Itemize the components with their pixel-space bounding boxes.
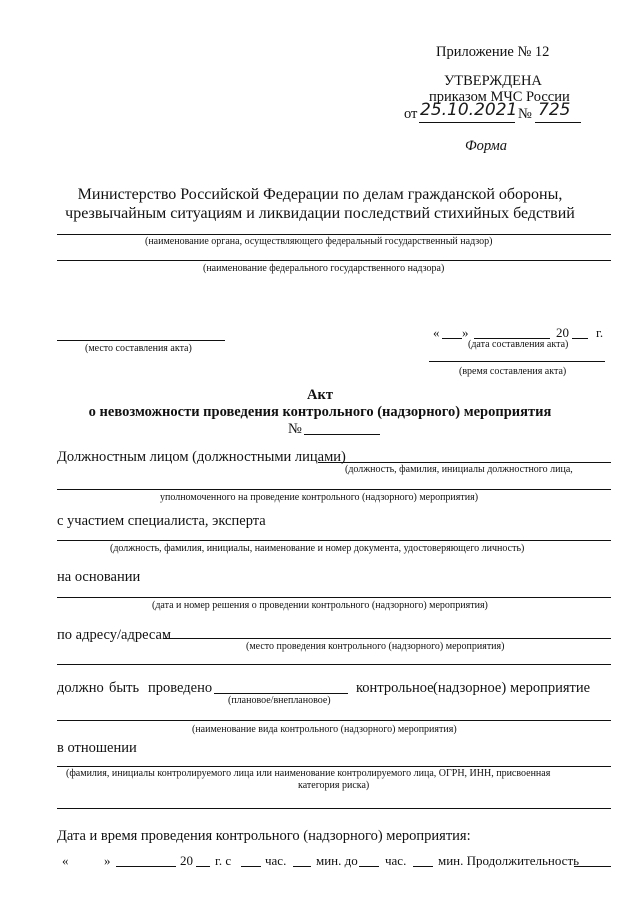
appendix-number: Приложение № 12 [436,44,550,60]
must-word-3: проведено [148,680,213,696]
specialist-line [57,540,611,541]
time-line [429,361,605,362]
must-word-2: быть [109,680,140,696]
regarding-line [57,766,611,767]
place-line [57,340,225,341]
must-tail-word-1: контрольное [356,680,434,696]
caption-regarding-2: категория риска) [298,780,370,791]
order-number-handwritten: 725 [538,100,571,120]
dt-min-do: мин. до [316,853,358,868]
address-line [163,638,611,639]
basis-label: на основании [57,569,141,585]
caption-basis: (дата и номер решения о проведении контрольного (надзорного) мероприятия) [152,600,488,611]
caption-official: (должность, фамилия, инициалы должностного лица, [345,464,573,475]
caption-date: (дата составления акта) [468,339,569,350]
date-quote-close: » [462,325,469,340]
ministry-line-2: чрезвычайным ситуациям и ликвидации последствий стихийных бедствий [65,205,575,222]
dt-min-duration: мин. Продолжительность [438,853,580,868]
caption-kind: (наименование вида контрольного (надзорного) мероприятия) [192,724,457,735]
order-date-line [419,122,515,123]
form-label: Форма [465,138,507,154]
caption-authorized: уполномоченного на проведение контрольного (надзорного) мероприятия) [160,492,479,503]
act-number-sign: № [288,421,302,437]
dt-min-from-line [293,866,311,867]
dt-year-line [196,866,210,867]
caption-planned: (плановое/внеплановое) [228,695,331,706]
date-day-line [442,338,462,339]
dt-hour: час. [265,853,287,868]
order-number-sign: № [518,106,532,122]
order-date-handwritten: 25.10.2021 [420,100,518,120]
caption-supervision: (наименование федерального государственного надзора) [203,263,445,274]
caption-organ: (наименование органа, осуществляющего федеральный государственный надзор) [145,236,493,247]
date-g: г. [596,325,604,340]
approved-label: УТВЕРЖДЕНА [444,73,542,89]
dt-quote-close: » [104,853,111,868]
date-year-line [572,338,588,339]
act-subtitle: о невозможности проведения контрольного (надзорного) мероприятия [88,404,552,420]
caption-place: (место составления акта) [85,343,192,354]
dt-g-s: г. с [215,853,232,868]
date-year-prefix: 20 [556,325,569,340]
caption-regarding-1: (фамилия, инициалы контролируемого лица или наименование контролируемого лица, ОГРН, ИНН, присвоенная [66,768,551,779]
order-number-line [535,122,581,123]
planned-line [214,693,348,694]
regarding-line-2 [57,808,611,809]
regarding-label: в отношении [57,740,137,756]
must-tail-word-3: мероприятие [510,680,591,696]
must-word-1: должно [57,680,104,696]
dt-duration-line [574,866,611,867]
dt-year: 20 [180,853,193,868]
address-line-2 [57,664,611,665]
order-from: от [404,106,418,122]
official-label: Должностным лицом (должностными лицами) [57,449,346,465]
specialist-label: с участием специалиста, эксперта [57,513,266,529]
order-label: приказом МЧС России [429,89,570,105]
ministry-line-1: Министерство Российской Федерации по делам гражданской обороны, [77,186,563,203]
official-line [318,462,611,463]
datetime-label: Дата и время проведения контрольного (надзорного) мероприятия: [57,828,471,844]
must-tail-word-2: (надзорное) [433,680,507,696]
dt-hour-from-line [241,866,261,867]
kind-line [57,720,611,721]
organ-line [57,234,611,235]
caption-address: (место проведения контрольного (надзорного) мероприятия) [246,641,505,652]
basis-line [57,597,611,598]
dt-month-line [116,866,176,867]
act-title: Акт [307,387,333,403]
dt-quote-open: « [62,853,69,868]
date-quote-open: « [433,325,440,340]
authorized-line [57,489,611,490]
act-number-line [304,434,380,435]
caption-time: (время составления акта) [459,366,567,377]
dt-hour-2: час. [385,853,407,868]
dt-hour-to-line [359,866,379,867]
address-label: по адресу/адресам [57,627,172,643]
dt-min-to-line [413,866,433,867]
caption-specialist: (должность, фамилия, инициалы, наименование и номер документа, удостоверяющего личность) [110,543,525,554]
supervision-line [57,260,611,261]
